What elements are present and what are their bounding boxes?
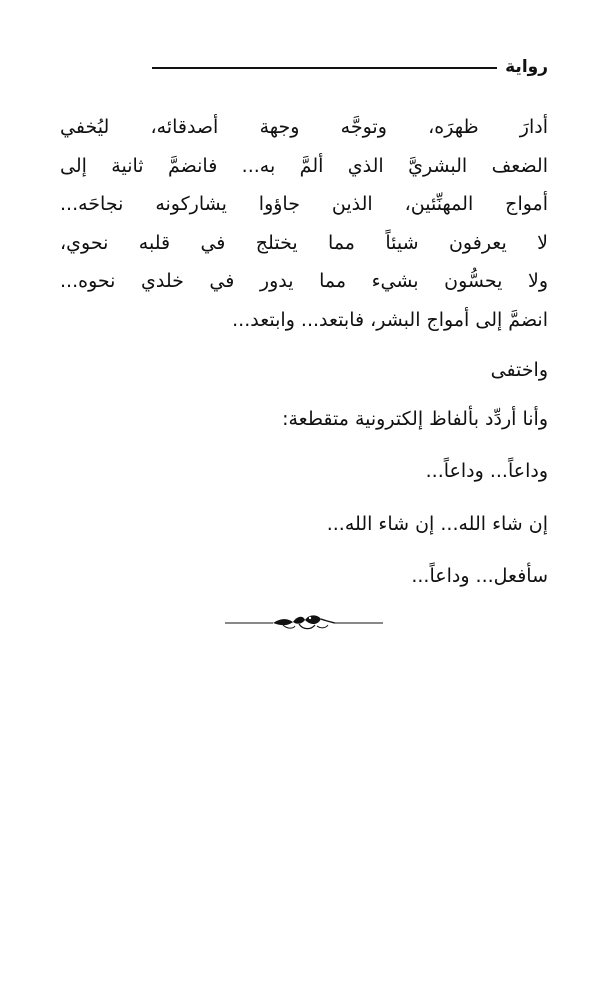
closing-line: إن شاء الله... إن شاء الله... — [326, 512, 548, 535]
running-header — [152, 52, 548, 82]
paragraph-line: لا يعرفون شيئاً مما يختلج في قلبه نحوي، — [60, 231, 548, 254]
section-end-ornament — [225, 612, 383, 634]
main-paragraph — [60, 108, 548, 339]
paragraph-line: الضعف البشريَّ الذي ألمَّ به... فانضمَّ ثانية إلى — [60, 154, 548, 177]
header-rule — [152, 67, 497, 69]
closing-line: وداعاً... وداعاً... — [425, 460, 548, 482]
body-text — [60, 108, 548, 596]
closing-line: واختفى — [490, 359, 548, 381]
closing-line: سأفعل... وداعاً... — [411, 565, 548, 587]
paragraph-line: أدارَ ظهرَه، وتوجَّه وجهة أصدقائه، ليُخفي — [60, 116, 548, 138]
running-header-title: رواية — [505, 57, 548, 77]
paragraph-line: ولا يحسُّون بشيء مما يدور في خلدي نحوه... — [60, 270, 548, 292]
paragraph-line: انضمَّ إلى أمواج البشر، فابتعد... وابتعد... — [232, 308, 548, 331]
closing-line: وأنا أردِّد بألفاظ إلكترونية متقطعة: — [282, 407, 548, 430]
paragraph-line: أمواج المهنِّئين، الذين جاؤوا يشاركونه نجاحَه... — [60, 193, 548, 215]
